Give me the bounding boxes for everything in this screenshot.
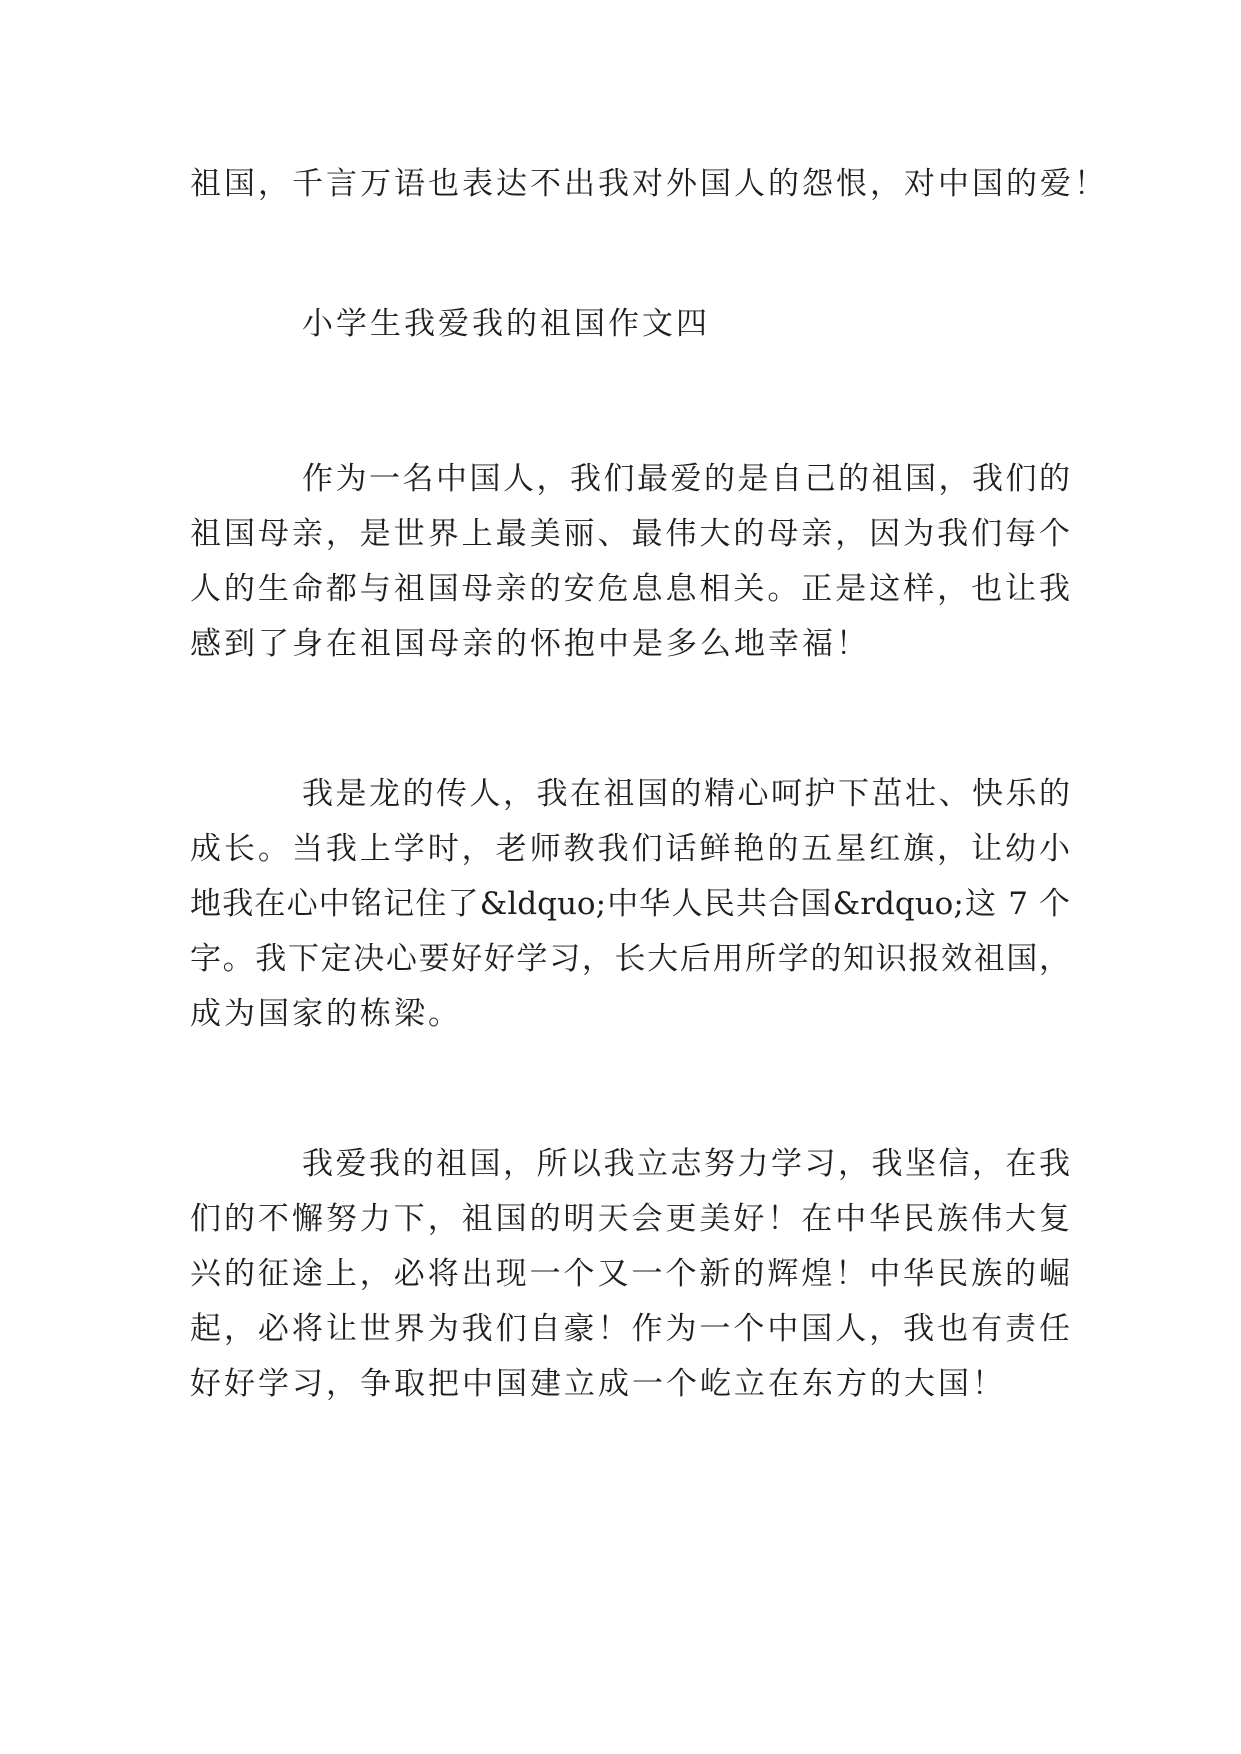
paragraph-4-line-3: 起，必将让世界为我们自豪！作为一个中国人，我也有责任 — [190, 1311, 1070, 1347]
paragraph-3-line-1: 成长。当我上学时，老师教我们话鲜艳的五星红旗，让幼小 — [190, 831, 1070, 867]
paragraph-3-line-0: 我是龙的传人，我在祖国的精心呵护下茁壮、快乐的 — [302, 776, 1070, 812]
paragraph-0-line-0: 祖国，千言万语也表达不出我对外国人的怨恨，对中国的爱！ — [190, 166, 1108, 202]
paragraph-2-line-2: 人的生命都与祖国母亲的安危息息相关。正是这样，也让我 — [190, 571, 1070, 607]
paragraph-3-line-2: 地我在心中铭记住了&ldquo;中华人民共合国&rdquo;这 7 个 — [190, 886, 1070, 922]
paragraph-4-line-4: 好好学习，争取把中国建立成一个屹立在东方的大国！ — [190, 1366, 1006, 1402]
paragraph-3-line-4: 成为国家的栋梁。 — [190, 996, 462, 1032]
section-heading: 小学生我爱我的祖国作文四 — [302, 306, 710, 342]
paragraph-4-line-1: 们的不懈努力下，祖国的明天会更美好！在中华民族伟大复 — [190, 1201, 1070, 1237]
paragraph-4-line-2: 兴的征途上，必将出现一个又一个新的辉煌！中华民族的崛 — [190, 1256, 1070, 1292]
paragraph-4-line-0: 我爱我的祖国，所以我立志努力学习，我坚信，在我 — [302, 1146, 1070, 1182]
paragraph-2-line-0: 作为一名中国人，我们最爱的是自己的祖国，我们的 — [302, 461, 1070, 497]
paragraph-2-line-3: 感到了身在祖国母亲的怀抱中是多么地幸福！ — [190, 626, 870, 662]
paragraph-3-line-3: 字。我下定决心要好好学习，长大后用所学的知识报效祖国， — [190, 941, 1070, 977]
paragraph-2-line-1: 祖国母亲，是世界上最美丽、最伟大的母亲，因为我们每个 — [190, 516, 1070, 552]
